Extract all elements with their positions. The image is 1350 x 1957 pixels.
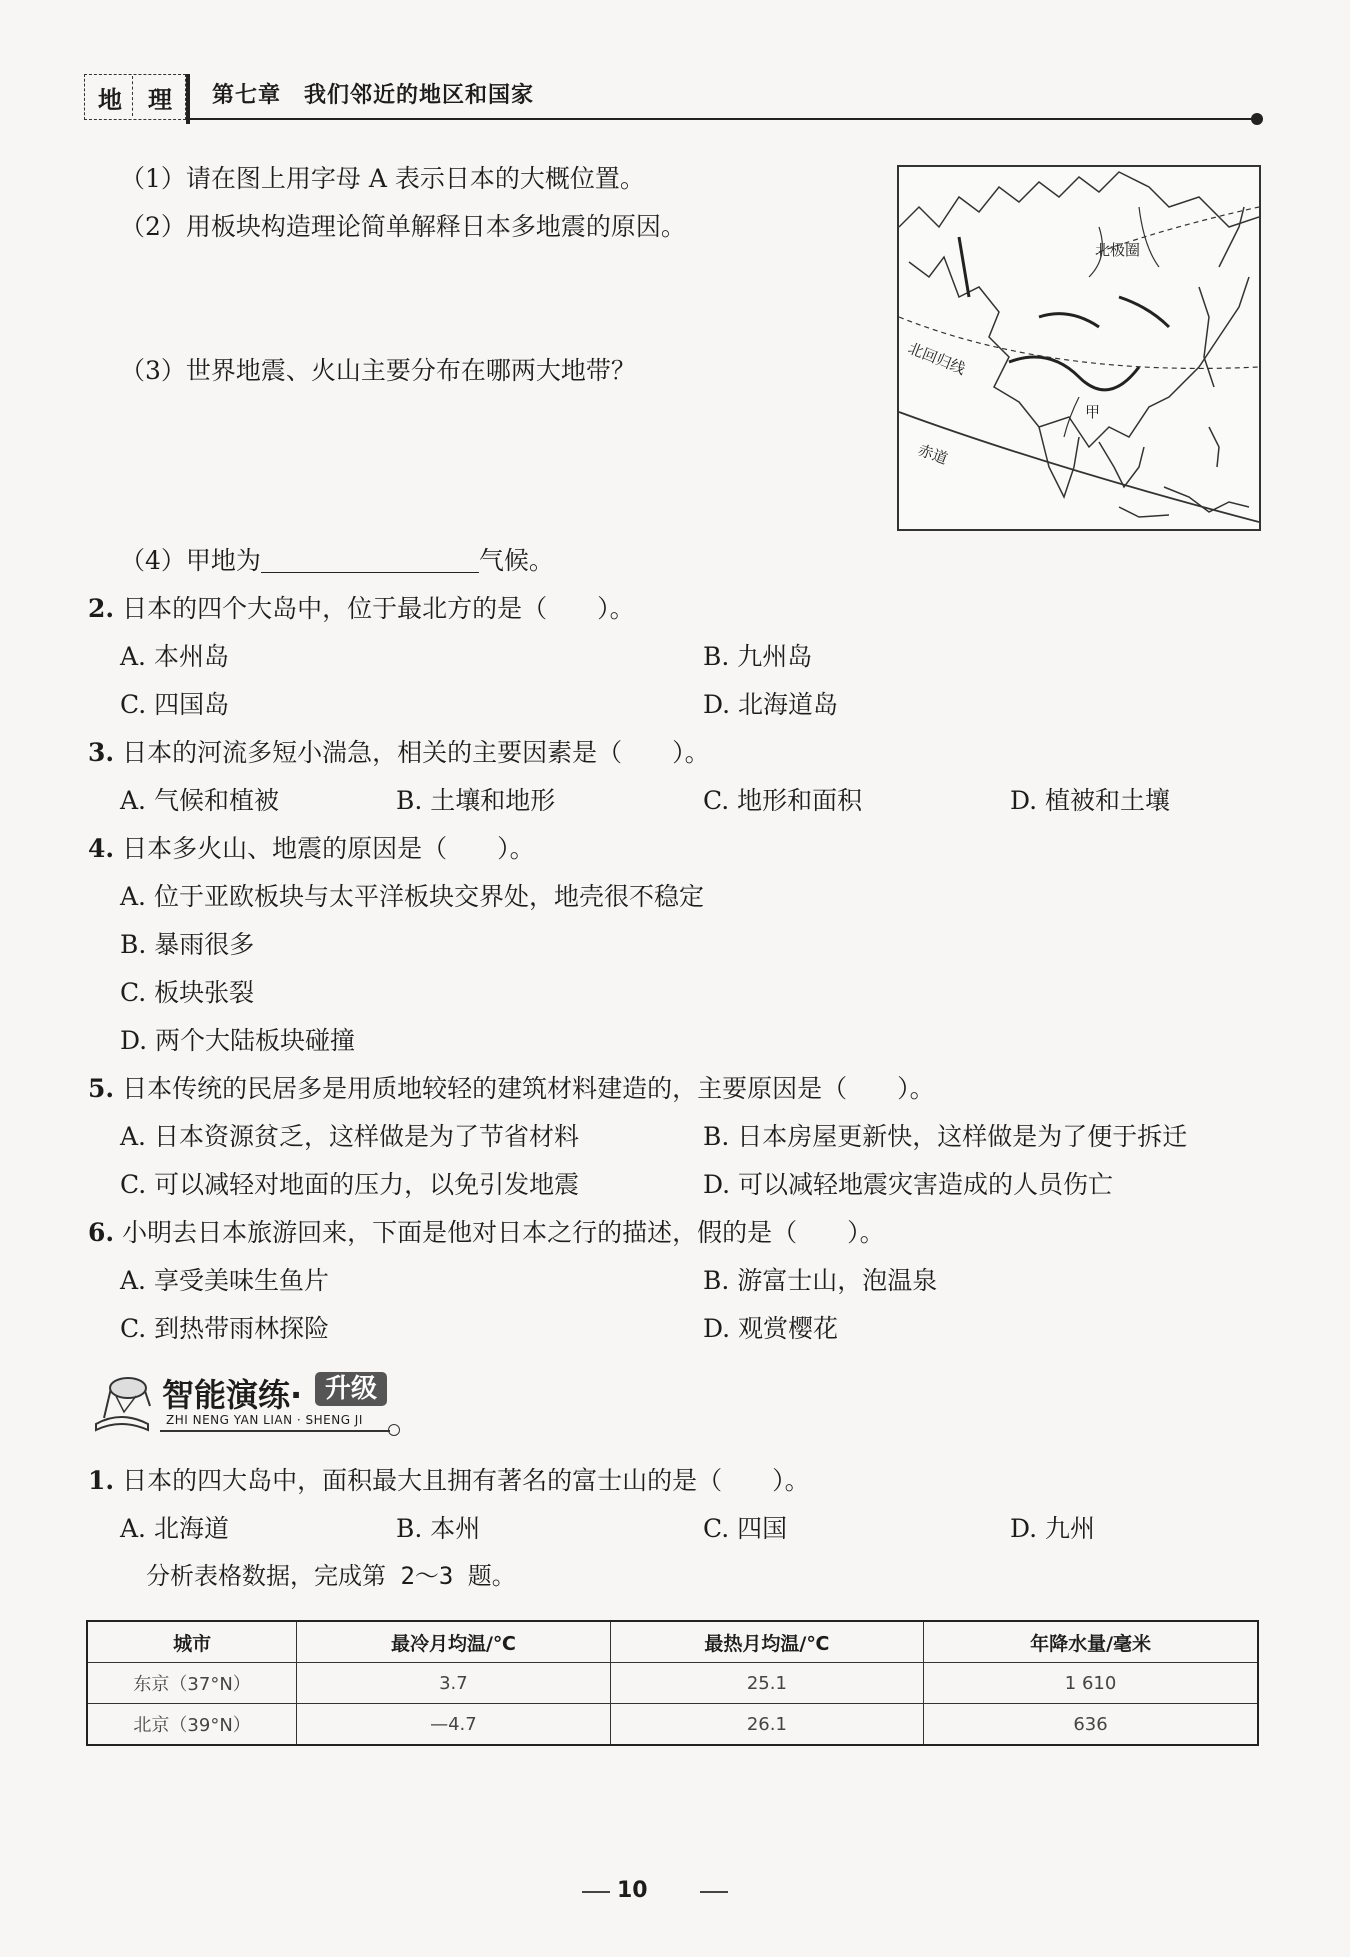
q4-option-d: D. 两个大陆板块碰撞 xyxy=(120,1026,356,1055)
sq1-option-d: D. 九州 xyxy=(1010,1514,1096,1543)
question-6-number: 6. xyxy=(88,1218,115,1247)
asia-map-drawing xyxy=(899,167,1259,529)
sq1-option-a: A. 北海道 xyxy=(120,1514,229,1543)
q5-option-d: D. 可以减轻地震灾害造成的人员伤亡 xyxy=(703,1170,1114,1199)
header-rule-dot xyxy=(1251,113,1263,125)
q2-option-b: B. 九州岛 xyxy=(703,642,813,671)
question-3-number: 3. xyxy=(88,738,115,767)
q5-option-b: B. 日本房屋更新快，这样做是为了便于拆迁 xyxy=(703,1122,1188,1151)
asia-map xyxy=(897,165,1261,531)
page-number: 10 xyxy=(617,1878,648,1903)
question-3-stem xyxy=(88,740,710,765)
section-title-dot: · xyxy=(290,1376,303,1414)
q1-part-4 xyxy=(120,548,554,573)
q3-option-c: C. 地形和面积 xyxy=(703,786,863,815)
question-6-text: 小明去日本旅游回来，下面是他对日本之行的描述，假的是（ ）。 xyxy=(122,1218,885,1247)
header-hottest-month: 最热月均温/℃ xyxy=(610,1621,923,1663)
label-equator: 赤道 xyxy=(915,440,950,469)
section-rule xyxy=(160,1430,390,1432)
section-badge: 升级 xyxy=(315,1372,387,1406)
page-number-dash-right xyxy=(700,1891,728,1893)
table-header-row xyxy=(87,1621,1258,1663)
cell-city: 东京（37°N） xyxy=(87,1663,297,1704)
q1-part-3: （3）世界地震、火山主要分布在哪两大地带？ xyxy=(120,356,636,385)
question-4-stem xyxy=(88,836,535,861)
section-question-1-number: 1. xyxy=(88,1466,115,1495)
cell-hottest: 26.1 xyxy=(610,1704,923,1746)
q3-option-b: B. 土壤和地形 xyxy=(396,786,556,815)
cell-precip: 1 610 xyxy=(924,1663,1258,1704)
label-arctic-circle: 北极圈 xyxy=(1095,241,1141,259)
page-number-dash-left xyxy=(582,1891,610,1893)
q5-option-a: A. 日本资源贫乏，这样做是为了节省材料 xyxy=(120,1122,579,1151)
q3-option-d: D. 植被和土壤 xyxy=(1010,786,1171,815)
table-row xyxy=(87,1704,1258,1746)
cell-precip: 636 xyxy=(924,1704,1258,1746)
question-2-number: 2. xyxy=(88,594,115,623)
section-question-1-stem xyxy=(88,1468,810,1493)
sq1-option-b: B. 本州 xyxy=(396,1514,481,1543)
cell-coldest: 3.7 xyxy=(297,1663,610,1704)
q1-part-2: （2）用板块构造理论简单解释日本多地震的原因。 xyxy=(120,212,686,241)
subject-divider xyxy=(132,76,133,116)
section-rule-ring xyxy=(388,1424,400,1436)
question-3-text: 日本的河流多短小湍急，相关的主要因素是（ ）。 xyxy=(122,738,710,767)
q4-option-a: A. 位于亚欧板块与太平洋板块交界处，地壳很不稳定 xyxy=(120,882,704,911)
q6-option-c: C. 到热带雨林探险 xyxy=(120,1314,330,1343)
q2-option-d: D. 北海道岛 xyxy=(703,690,839,719)
cell-coldest: —4.7 xyxy=(297,1704,610,1746)
section-subtitle: ZHI NENG YAN LIAN · SHENG JI xyxy=(166,1413,363,1427)
cell-city: 北京（39°N） xyxy=(87,1704,297,1746)
header-city: 城市 xyxy=(87,1621,297,1663)
q4-option-c: C. 板块张裂 xyxy=(120,978,255,1007)
question-4-number: 4. xyxy=(88,834,115,863)
header-bar xyxy=(186,74,190,124)
question-4-text: 日本多火山、地震的原因是（ ）。 xyxy=(122,834,535,863)
header-coldest-month: 最冷月均温/℃ xyxy=(297,1621,610,1663)
section-title xyxy=(162,1370,302,1416)
chapter-title: 第七章 我们邻近的地区和国家 xyxy=(212,82,535,108)
q1-part-4-suffix: 气候。 xyxy=(478,546,554,575)
answer-blank[interactable] xyxy=(261,550,479,573)
climate-data-table xyxy=(86,1620,1259,1746)
header-annual-precip: 年降水量/毫米 xyxy=(924,1621,1258,1663)
question-5-number: 5. xyxy=(88,1074,115,1103)
table-instruction: 分析表格数据，完成第 2～3 题。 xyxy=(146,1562,516,1590)
question-2-text: 日本的四个大岛中，位于最北方的是（ ）。 xyxy=(122,594,635,623)
subject-char-2: 理 xyxy=(148,85,172,114)
q4-option-b: B. 暴雨很多 xyxy=(120,930,255,959)
section-title-text: 智能演练 xyxy=(162,1376,291,1414)
cell-hottest: 25.1 xyxy=(610,1663,923,1704)
q2-option-a: A. 本州岛 xyxy=(120,642,229,671)
section-question-1-text: 日本的四大岛中，面积最大且拥有著名的富士山的是（ ）。 xyxy=(122,1466,810,1495)
label-jia: 甲 xyxy=(1085,403,1101,421)
q5-option-c: C. 可以减轻对地面的压力，以免引发地震 xyxy=(120,1170,580,1199)
header-rule xyxy=(190,118,1255,120)
q6-option-a: A. 享受美味生鱼片 xyxy=(120,1266,329,1295)
q3-option-a: A. 气候和植被 xyxy=(120,786,279,815)
table-row xyxy=(87,1663,1258,1704)
q2-option-c: C. 四国岛 xyxy=(120,690,230,719)
q6-option-d: D. 观赏樱花 xyxy=(703,1314,839,1343)
label-tropic-of-cancer: 北回归线 xyxy=(905,339,968,379)
q1-part-1: （1）请在图上用字母 A 表示日本的大概位置。 xyxy=(120,164,645,193)
subject-label xyxy=(84,74,186,120)
q1-part-4-prefix: （4）甲地为 xyxy=(120,546,261,575)
question-2-stem xyxy=(88,596,635,621)
question-6-stem xyxy=(88,1220,885,1245)
book-lamp-icon xyxy=(86,1366,166,1438)
subject-char-1: 地 xyxy=(98,85,122,114)
question-5-stem xyxy=(88,1076,935,1101)
q6-option-b: B. 游富士山，泡温泉 xyxy=(703,1266,938,1295)
sq1-option-c: C. 四国 xyxy=(703,1514,788,1543)
question-5-text: 日本传统的民居多是用质地较轻的建筑材料建造的，主要原因是（ ）。 xyxy=(122,1074,935,1103)
